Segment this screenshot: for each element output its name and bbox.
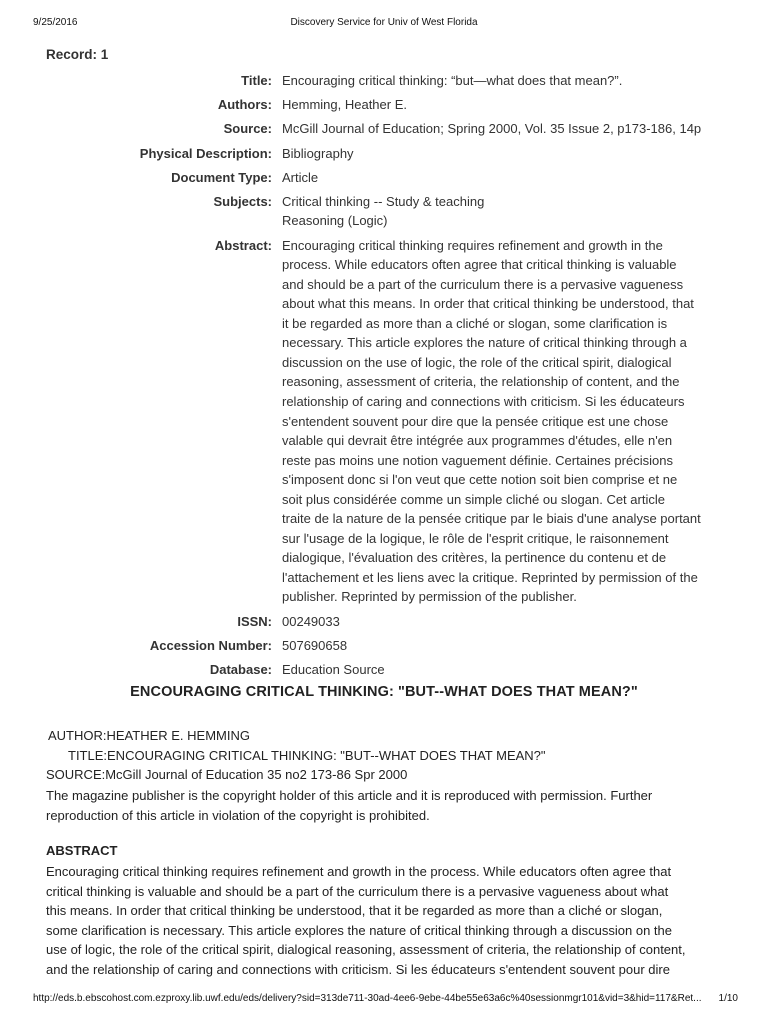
field-value-line: Bibliography	[282, 145, 354, 161]
field-value	[282, 71, 727, 91]
field-value-line: Hemming, Heather E.	[282, 97, 407, 113]
abstract-line: necessary. This article explores the nature of critical thinking through a	[282, 335, 687, 351]
field-database	[40, 660, 730, 680]
page-number: 1/10	[718, 993, 738, 1004]
field-value-line: Encouraging critical thinking: “but—what does that mean?”.	[282, 73, 623, 88]
field-value-line: Article	[282, 169, 319, 185]
field-label: Physical Description:	[139, 145, 272, 161]
abstract-line: reasoning, assessment of criteria, the relationship of content, and the	[282, 374, 680, 390]
article-meta	[46, 726, 736, 785]
abstract-body-line: use of logic, the role of the critical spirit, dialogical reasoning, assessment of criteria, the relationship of content,	[46, 942, 686, 958]
field-value-line: McGill Journal of Education; Spring 2000, Vol. 35 Issue 2, p173-186, 14p	[282, 121, 702, 137]
field-value	[282, 144, 727, 164]
print-header	[0, 17, 768, 31]
subject-link[interactable]: Reasoning (Logic)	[282, 213, 388, 229]
field-document-type	[40, 168, 730, 188]
record-label: Record: 1	[46, 47, 109, 62]
abstract-line: it be regarded as more than a cliché or slogan, some clarification is	[282, 315, 668, 331]
field-value-line: 00249033	[282, 613, 340, 629]
abstract-body-line: Encouraging critical thinking requires refinement and growth in the process. While educators often agree that	[46, 864, 672, 879]
abstract-line: and should be a part of the curriculum there is a pervasive vagueness	[282, 276, 684, 292]
abstract-line: l'attachement et les liens avec la critique. Reprinted by permission of the	[282, 569, 698, 585]
field-subjects	[40, 192, 730, 231]
article-title-line: TITLE:ENCOURAGING CRITICAL THINKING: "BUT--WHAT DOES THAT MEAN?"	[68, 747, 546, 763]
abstract-line: publisher. Reprinted by permission of the publisher.	[282, 589, 577, 605]
article-author-line: AUTHOR:HEATHER E. HEMMING	[48, 728, 250, 743]
field-authors	[40, 95, 730, 115]
field-label: Abstract:	[214, 237, 272, 253]
field-label: Subjects:	[213, 193, 272, 209]
subject-link[interactable]: Critical thinking -- Study & teaching	[282, 193, 485, 209]
abstract-line: relationship of caring and connections with criticism. Si les éducateurs	[282, 394, 685, 409]
copyright-line: The magazine publisher is the copyright holder of this article and it is reproduced with permission. Further	[46, 788, 653, 803]
field-label: Source:	[223, 121, 272, 137]
field-label: ISSN:	[237, 613, 272, 629]
article-source-line: SOURCE:McGill Journal of Education 35 no2 173-86 Spr 2000	[46, 767, 408, 782]
field-value	[282, 636, 727, 656]
field-label: Accession Number:	[149, 637, 272, 653]
copyright-line: reproduction of this article in violation of the copyright is prohibited.	[46, 807, 430, 823]
abstract-line: reste pas moins une notion vaguement définie. Certaines précisions	[282, 452, 673, 468]
print-footer	[0, 993, 768, 1007]
print-page-title: Discovery Service for Univ of West Florida	[290, 17, 478, 28]
abstract-line: process. While educators often agree that critical thinking is valuable	[282, 257, 677, 273]
copyright-notice	[46, 786, 726, 825]
field-accession-number	[40, 636, 730, 656]
abstract-line: s'entendent souvent pour dire que la pensée critique est une chose	[282, 413, 669, 429]
print-date: 9/25/2016	[33, 17, 78, 28]
field-value	[282, 660, 727, 680]
field-label: Authors:	[217, 97, 272, 113]
field-label: Document Type:	[171, 169, 272, 185]
field-issn	[40, 612, 730, 632]
abstract-line: sur l'usage de la logique, le rôle de l'esprit critique, le raisonnement	[282, 530, 669, 546]
field-label: Title:	[241, 73, 272, 88]
abstract-line: soit plus considérée comme un simple cliché ou slogan. Cet article	[282, 491, 665, 507]
abstract-line: traite de la nature de la pensée critique par le biais d'une analyse portant	[282, 511, 701, 527]
field-value	[282, 236, 727, 607]
field-value	[282, 168, 727, 188]
field-value-line: 507690658	[282, 637, 348, 653]
abstract-body-line: some clarification is necessary. This article explores the nature of critical thinking through a discussion on the	[46, 922, 672, 938]
field-title	[40, 71, 730, 91]
abstract-body-line: and the relationship of caring and connections with criticism. Si les éducateurs s'entendent souvent pour dire	[46, 961, 670, 977]
abstract-line: discussion on the use of logic, the role of the critical spirit, dialogical	[282, 354, 672, 370]
abstract-body-line: critical thinking is valuable and should be a part of the curriculum there is a pervasive vagueness about what	[46, 883, 669, 899]
abstract-line: Encouraging critical thinking requires refinement and growth in the	[282, 237, 663, 253]
field-abstract	[40, 236, 730, 607]
field-source	[40, 119, 730, 139]
record-fields	[40, 71, 730, 684]
abstract-heading: ABSTRACT	[46, 843, 118, 858]
field-value	[282, 612, 727, 632]
abstract-line: about what this means. In order that critical thinking be understood, that	[282, 296, 694, 312]
field-value	[282, 192, 727, 231]
field-value-line: Education Source	[282, 662, 385, 678]
abstract-line: s'imposent donc si l'on veut que cette notion soit bien comprise et ne	[282, 472, 678, 488]
abstract-line: valable qui devrait être intégrée aux programmes d'études, elle n'en	[282, 433, 673, 449]
field-value	[282, 95, 727, 115]
print-url: http://eds.b.ebscohost.com.ezproxy.lib.uwf.edu/eds/delivery?sid=313de711-30ad-4ee6-9ebe-44be55e63a6c%40sessionmgr101&vid=3&hid=117&Ret...	[33, 993, 702, 1004]
abstract-body-line: this means. In order that critical thinking be understood, that it be regarded as more than a cliché or slogan,	[46, 903, 663, 919]
field-label: Database:	[209, 662, 272, 678]
field-physical-description	[40, 144, 730, 164]
abstract-body	[46, 862, 731, 980]
article-title: ENCOURAGING CRITICAL THINKING: "BUT--WHAT DOES THAT MEAN?"	[130, 684, 638, 700]
abstract-line: dialogique, l'évaluation des critères, la pertinence du contenu et de	[282, 550, 667, 566]
field-value	[282, 119, 727, 139]
